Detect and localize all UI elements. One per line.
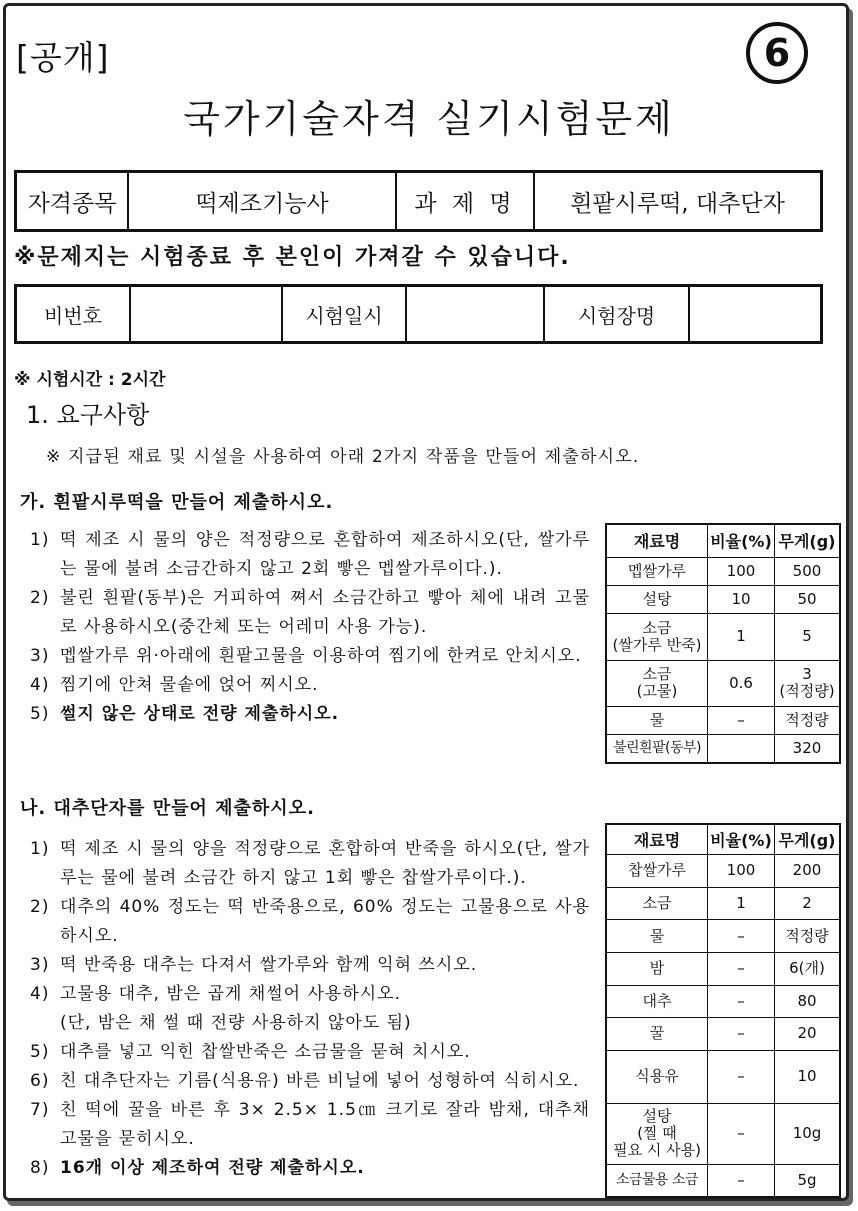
exam-info-table xyxy=(14,284,823,344)
table-row: 물 – 적정량 xyxy=(606,920,840,953)
table-row: 찹쌀가루 100 200 xyxy=(606,855,840,888)
table-row: 물 – 적정량 xyxy=(606,706,840,734)
list-item: 5) 대추를 넣고 익힌 찹쌀반죽은 소금물을 묻혀 치시오. xyxy=(30,1042,471,1062)
exam-date-field[interactable] xyxy=(406,286,544,343)
part-b-title: 나. 대추단자를 만들어 제출하시오. xyxy=(20,798,315,819)
list-item: 5) 썰지 않은 상태로 전량 제출하시오. xyxy=(30,704,340,724)
part-b-ingredient-table xyxy=(605,823,841,1198)
list-item: 1) 떡 제조 시 물의 양은 적정량으로 혼합하여 제조하시오(단, 쌀가루는 물에 불려 소금간하지 않고 2회 빻은 멥쌀가루이다.). xyxy=(30,530,590,579)
part-b-items xyxy=(30,835,590,1183)
table-row: 식용유 – 10 xyxy=(606,1050,840,1103)
list-item: 2) 불린 흰팥(동부)은 거피하여 쪄서 소금간하고 빻아 체에 내려 고물로 사용하시오(중간체 또는 어레미 사용 가능). xyxy=(30,588,590,637)
list-item: 3) 멥쌀가루 위·아래에 흰팥고물을 이용하여 찜기에 한켜로 안치시오. xyxy=(30,646,582,666)
header-weight: 무게(g) xyxy=(775,824,841,855)
header-name: 재료명 xyxy=(606,824,708,855)
qualification-label: 자격종목 xyxy=(16,172,129,231)
list-item: 7) 친 떡에 꿀을 바른 후 3× 2.5× 1.5㎝ 크기로 잘라 밤채, 대추채 고물을 묻히시오. xyxy=(30,1100,590,1149)
table-row: 소금 (쌀가루 반죽) 1 5 xyxy=(606,614,840,660)
section-note: ※ 지급된 재료 및 시설을 사용하여 아래 2가지 작품을 만들어 제출하시오. xyxy=(46,447,640,467)
list-item: 8) 16개 이상 제조하여 전량 제출하시오. xyxy=(30,1158,365,1178)
table-row: 멥쌀가루 100 500 xyxy=(606,557,840,585)
list-item: 3) 떡 반죽용 대추는 다져서 쌀가루와 함께 익혀 쓰시오. xyxy=(30,955,478,975)
list-item: 1) 떡 제조 시 물의 양을 적정량으로 혼합하여 반죽을 하시오(단, 쌀가루는 물에 불려 소금간 하지 않고 1회 빻은 찹쌀가루이다.). xyxy=(30,839,590,888)
table-row: 밤 – 6(개) xyxy=(606,952,840,985)
qualification-value: 떡제조기능사 xyxy=(128,172,396,231)
exam-site-label: 시험장명 xyxy=(544,286,689,343)
task-value: 흰팥시루떡, 대추단자 xyxy=(534,172,822,231)
part-a-items xyxy=(30,526,590,729)
table-row: 불린흰팥(동부) 320 xyxy=(606,735,840,763)
list-item: 6) 친 대추단자는 기름(식용유) 바른 비닐에 넣어 성형하여 식히시오. xyxy=(30,1071,580,1091)
section-title: 1. 요구사항 xyxy=(26,401,150,429)
header-ratio: 비율(%) xyxy=(708,824,775,855)
list-item: 4) 고물용 대추, 밤은 곱게 채썰어 사용하시오. (단, 밤은 채 썰 때 전량 사용하지 않아도 됨) xyxy=(30,984,412,1033)
table-row: 설탕 10 50 xyxy=(606,586,840,614)
info-table xyxy=(14,170,823,232)
table-row: 설탕 (찔 때 필요 시 사용) – 10g xyxy=(606,1103,840,1164)
exam-site-field[interactable] xyxy=(689,286,822,343)
table-row: 꿀 – 20 xyxy=(606,1018,840,1051)
list-item: 4) 찜기에 안쳐 물솥에 얹어 찌시오. xyxy=(30,675,319,695)
table-row: 소금물용 소금 – 5g xyxy=(606,1164,840,1197)
table-row: 대추 – 80 xyxy=(606,985,840,1018)
seat-number-label: 비번호 xyxy=(16,286,131,343)
header-ratio: 비율(%) xyxy=(708,524,775,557)
page-title: 국가기술자격 실기시험문제 xyxy=(183,97,675,141)
public-badge: [공개] xyxy=(16,38,110,77)
notice-text: ※문제지는 시험종료 후 본인이 가져갈 수 있습니다. xyxy=(14,245,571,270)
list-item: 2) 대추의 40% 정도는 떡 반죽용으로, 60% 정도는 고물용으로 사용하시오. xyxy=(30,897,590,946)
header-name: 재료명 xyxy=(606,524,708,557)
table-row: 소금 1 2 xyxy=(606,887,840,920)
task-label: 과 제 명 xyxy=(396,172,534,231)
exam-time: ※ 시험시간 : 2시간 xyxy=(14,370,166,390)
seat-number-field[interactable] xyxy=(130,286,282,343)
table-row: 소금 (고물) 0.6 3 (적정량) xyxy=(606,660,840,706)
problem-number: 6 xyxy=(746,22,808,84)
exam-date-label: 시험일시 xyxy=(282,286,406,343)
header-weight: 무게(g) xyxy=(775,524,841,557)
part-a-ingredient-table xyxy=(605,523,841,764)
part-a-title: 가. 흰팥시루떡을 만들어 제출하시오. xyxy=(20,492,334,513)
